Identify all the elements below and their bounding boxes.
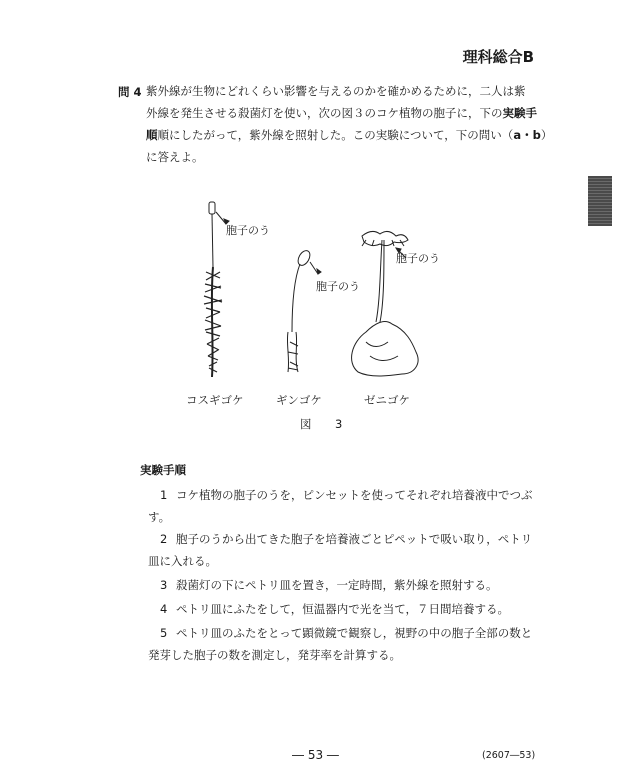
step-5-line-1: ペトリ皿のふたをとって顕微鏡で観察し，視野の中の胞子全部の数と xyxy=(176,626,533,640)
step-1-line-2: す。 xyxy=(148,510,171,524)
question-number: 問 4 xyxy=(118,85,142,99)
moss-illustration xyxy=(170,192,460,392)
page-code: (2607―53) xyxy=(482,750,536,761)
step-2-line-1: 胞子のうから出てきた胞子を培養液ごとピペットで吸い取り，ペトリ xyxy=(176,532,533,546)
question-line-4: に答えよ。 xyxy=(146,150,204,164)
step-5-line-2: 発芽した胞子の数を測定し，発芽率を計算する。 xyxy=(148,648,401,662)
step-3-num: 3 xyxy=(160,578,168,592)
kosugi-sporangium-label: 胞子のう xyxy=(226,224,270,237)
gin-sporangium-label: 胞子のう xyxy=(316,280,360,293)
zeni-sporangium-label: 胞子のう xyxy=(396,252,440,265)
gingoke-drawing xyxy=(287,249,321,372)
step-4-num: 4 xyxy=(160,602,168,616)
caption-gingoke: ギンゴケ xyxy=(276,393,322,407)
step-1-num: 1 xyxy=(160,488,168,502)
step-3-line-1: 殺菌灯の下にペトリ皿を置き，一定時間，紫外線を照射する。 xyxy=(176,578,498,592)
moss-figure xyxy=(170,192,460,392)
question-line-1: 紫外線が生物にどれくらい影響を与えるのかを確かめるために，二人は紫 xyxy=(146,84,526,98)
figure-title: 図 3 xyxy=(300,417,349,431)
step-4-line-1: ペトリ皿にふたをして，恒温器内で光を当て，７日間培養する。 xyxy=(176,602,510,616)
question-line-3: 順順にしたがって，紫外線を照射した。この実験について，下の問い（a・b） xyxy=(146,128,553,142)
procedure-title: 実験手順 xyxy=(140,463,186,477)
index-tab xyxy=(588,176,612,226)
question-line-2: 外線を発生させる殺菌灯を使い，次の図３のコケ植物の胞子に，下の実験手 xyxy=(146,106,537,120)
caption-zenigoke: ゼニゴケ xyxy=(364,393,410,407)
step-1-line-1: コケ植物の胞子のうを，ピンセットを使ってそれぞれ培養液中でつぶ xyxy=(176,488,533,502)
caption-kosugigoke: コスギゴケ xyxy=(186,393,244,407)
subject-header: 理科総合B xyxy=(462,48,534,66)
step-2-line-2: 皿に入れる。 xyxy=(148,554,217,568)
step-2-num: 2 xyxy=(160,532,168,546)
step-5-num: 5 xyxy=(160,626,168,640)
page-number: ― 53 ― xyxy=(292,748,339,762)
